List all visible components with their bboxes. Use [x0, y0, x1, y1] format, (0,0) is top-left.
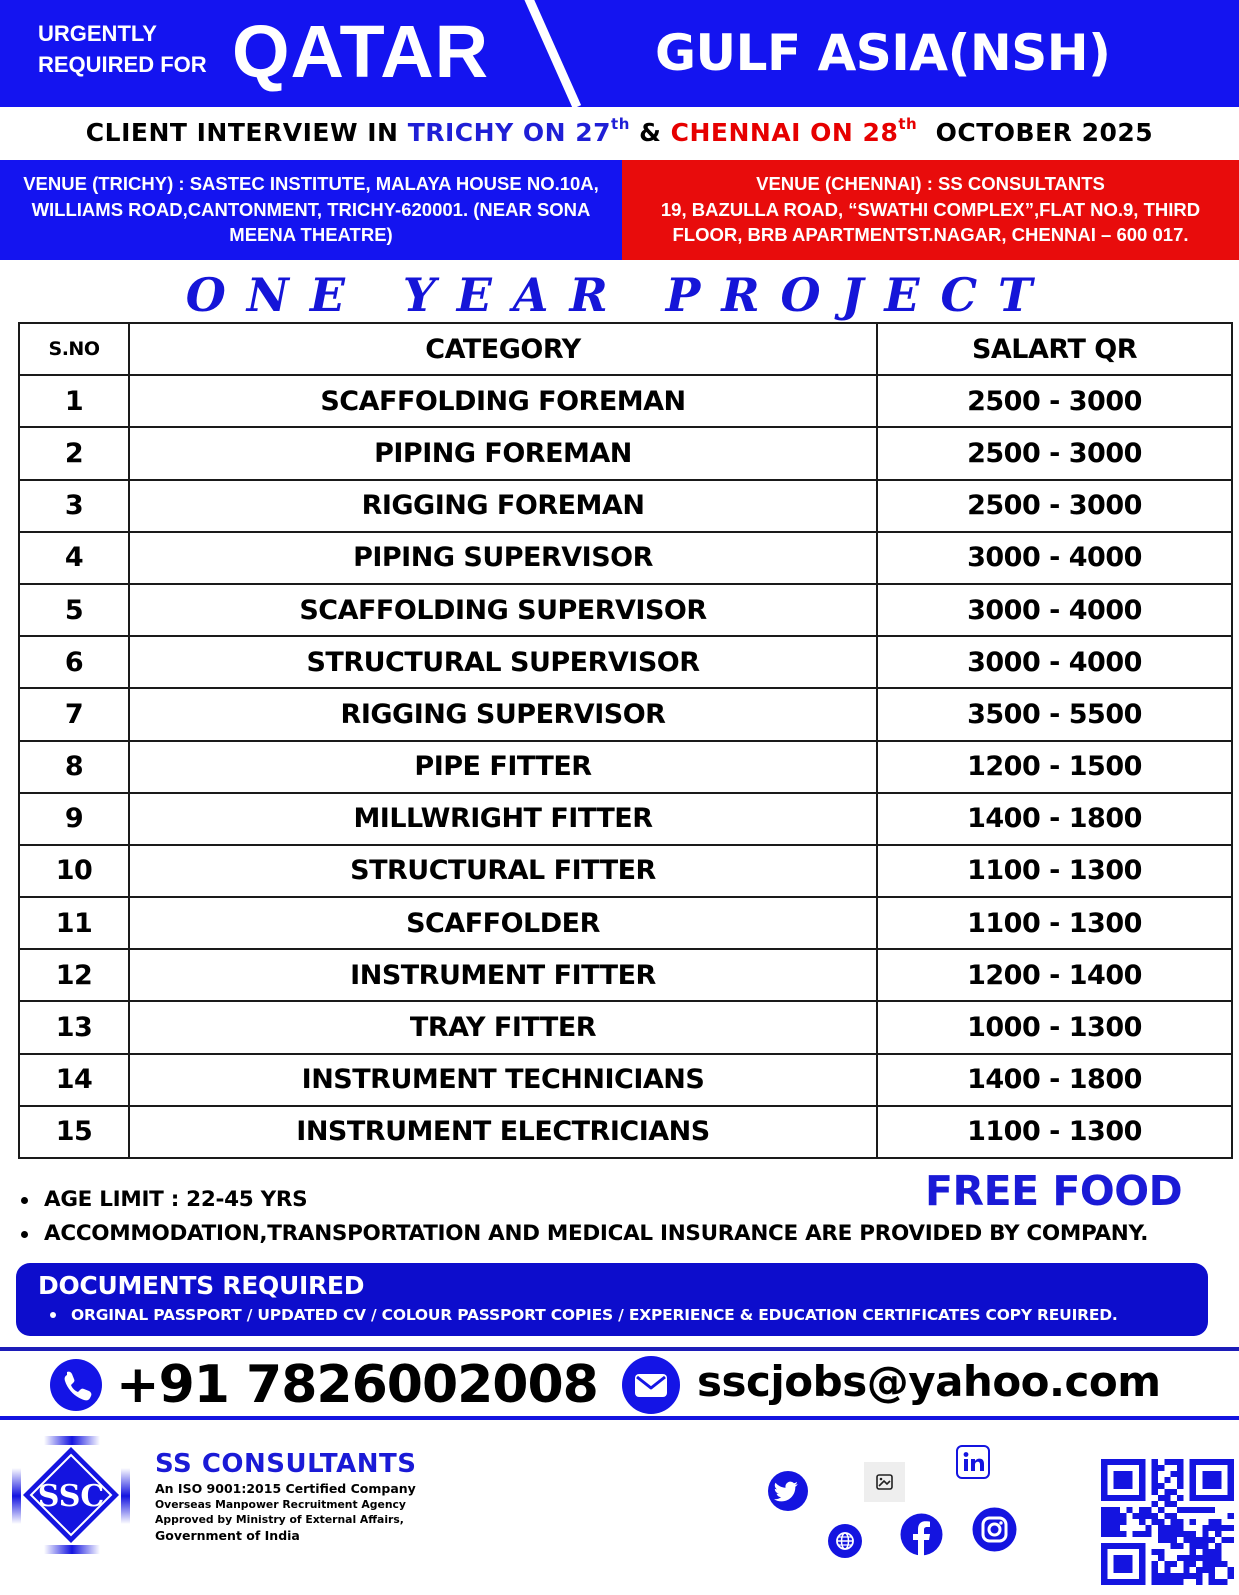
row-sno: 1	[19, 375, 129, 427]
row-salary: 1400 - 1800	[877, 1054, 1232, 1106]
row-category: RIGGING SUPERVISOR	[129, 688, 877, 740]
contact-bar	[0, 1351, 1239, 1416]
documents-title: DOCUMENTS REQUIRED	[38, 1271, 365, 1300]
documents-item	[38, 1303, 1208, 1327]
image-placeholder-icon	[864, 1462, 905, 1506]
row-sno: 9	[19, 793, 129, 845]
instagram-icon[interactable]	[972, 1507, 1017, 1556]
row-category: TRAY FITTER	[129, 1001, 877, 1053]
trichy-date-text: TRICHY ON 27	[407, 118, 612, 147]
table-row	[19, 793, 1232, 845]
row-salary: 3500 - 5500	[877, 688, 1232, 740]
row-salary: 1400 - 1800	[877, 793, 1232, 845]
chennai-date	[670, 115, 918, 147]
urgent-label	[38, 18, 207, 80]
jobs-table	[18, 322, 1233, 1159]
row-salary: 2500 - 3000	[877, 427, 1232, 479]
documents-required-panel	[16, 1263, 1208, 1336]
table-row	[19, 688, 1232, 740]
row-sno: 7	[19, 688, 129, 740]
table-row	[19, 1106, 1232, 1158]
row-sno: 3	[19, 480, 129, 532]
twitter-icon[interactable]	[767, 1470, 809, 1516]
bullet-icon	[21, 1231, 28, 1238]
benefit-text: ACCOMMODATION,TRANSPORTATION AND MEDICAL INSURANCE ARE PROVIDED BY COMPANY.	[44, 1221, 1149, 1246]
benefit-text: AGE LIMIT : 22-45 YRS	[44, 1187, 308, 1212]
row-sno: 15	[19, 1106, 129, 1158]
email-address[interactable]: sscjobs@yahoo.com	[697, 1357, 1161, 1406]
bullet-icon	[50, 1312, 56, 1318]
venue-chennai	[622, 160, 1239, 260]
row-category: PIPING FOREMAN	[129, 427, 877, 479]
envelope-icon	[622, 1356, 680, 1414]
row-sno: 10	[19, 845, 129, 897]
row-category: STRUCTURAL FITTER	[129, 845, 877, 897]
row-salary: 1100 - 1300	[877, 897, 1232, 949]
phone-number[interactable]: +91 7826002008	[116, 1355, 598, 1415]
header-banner	[0, 0, 1239, 107]
venue-chennai-line: FLOOR, BRB APARTMENTST.NAGAR, CHENNAI – 600 017.	[672, 224, 1189, 245]
table-row	[19, 375, 1232, 427]
country-title: QATAR	[232, 10, 490, 93]
phone-icon	[50, 1359, 102, 1411]
chennai-date-suffix: th	[898, 115, 918, 133]
row-salary: 3000 - 4000	[877, 636, 1232, 688]
table-row	[19, 636, 1232, 688]
row-sno: 2	[19, 427, 129, 479]
table-row	[19, 897, 1232, 949]
header-salary: SALART QR	[877, 323, 1232, 375]
venue-chennai-line: VENUE (CHENNAI) : SS CONSULTANTS	[756, 173, 1105, 194]
table-row	[19, 1054, 1232, 1106]
ssc-logo	[8, 1432, 134, 1558]
venue-trichy-line: WILLIAMS ROAD,CANTONMENT, TRICHY-620001. (NEAR SONA	[31, 198, 591, 220]
table-row	[19, 480, 1232, 532]
company-name: SS CONSULTANTS	[155, 1449, 417, 1479]
header-sno: S.NO	[19, 323, 129, 375]
row-salary: 2500 - 3000	[877, 480, 1232, 532]
trichy-date	[407, 115, 630, 147]
row-category: INSTRUMENT FITTER	[129, 949, 877, 1001]
divider	[0, 1416, 1239, 1420]
row-sno: 8	[19, 741, 129, 793]
row-category: INSTRUMENT TECHNICIANS	[129, 1054, 877, 1106]
table-row	[19, 584, 1232, 636]
row-salary: 1000 - 1300	[877, 1001, 1232, 1053]
row-sno: 14	[19, 1054, 129, 1106]
client-title: GULF ASIA(NSH)	[655, 24, 1111, 82]
row-sno: 12	[19, 949, 129, 1001]
venue-trichy-line: MEENA THEATRE)	[229, 224, 393, 245]
table-header-row	[19, 323, 1232, 375]
urgent-line-1: URGENTLY	[38, 21, 157, 46]
interview-schedule	[0, 112, 1239, 154]
row-salary: 1100 - 1300	[877, 845, 1232, 897]
row-category: SCAFFOLDER	[129, 897, 877, 949]
row-category: INSTRUMENT ELECTRICIANS	[129, 1106, 877, 1158]
row-sno: 6	[19, 636, 129, 688]
company-line: Approved by Ministry of External Affairs,	[155, 1513, 404, 1526]
row-sno: 11	[19, 897, 129, 949]
venue-trichy-line: VENUE (TRICHY) : SASTEC INSTITUTE, MALAYA HOUSE NO.10A,	[23, 173, 599, 194]
company-iso: An ISO 9001:2015 Certified Company	[155, 1481, 416, 1496]
row-salary: 3000 - 4000	[877, 584, 1232, 636]
header-divider-slash	[520, 0, 581, 107]
row-salary: 1200 - 1500	[877, 741, 1232, 793]
row-salary: 3000 - 4000	[877, 532, 1232, 584]
logo-text: SSC	[37, 1479, 105, 1514]
urgent-line-2: REQUIRED FOR	[38, 52, 207, 77]
ampersand: &	[629, 118, 671, 147]
table-row	[19, 532, 1232, 584]
company-info	[155, 1448, 416, 1544]
free-food-label: FREE FOOD	[925, 1167, 1183, 1215]
row-salary: 2500 - 3000	[877, 375, 1232, 427]
header-category: CATEGORY	[129, 323, 877, 375]
project-title: ONE YEAR PROJECT	[185, 268, 1054, 322]
interview-month: OCTOBER 2025	[917, 118, 1154, 147]
venue-trichy	[0, 160, 622, 260]
qr-code[interactable]	[1101, 1459, 1234, 1585]
table-row	[19, 427, 1232, 479]
linkedin-icon[interactable]	[956, 1445, 990, 1483]
table-row	[19, 741, 1232, 793]
row-category: SCAFFOLDING SUPERVISOR	[129, 584, 877, 636]
row-sno: 4	[19, 532, 129, 584]
row-salary: 1200 - 1400	[877, 949, 1232, 1001]
table-row	[19, 1001, 1232, 1053]
row-category: PIPE FITTER	[129, 741, 877, 793]
company-line: Government of India	[155, 1528, 300, 1543]
row-sno: 5	[19, 584, 129, 636]
interview-prefix: CLIENT INTERVIEW IN	[85, 118, 408, 147]
row-category: MILLWRIGHT FITTER	[129, 793, 877, 845]
row-sno: 13	[19, 1001, 129, 1053]
trichy-date-suffix: th	[611, 115, 630, 133]
facebook-icon[interactable]	[900, 1513, 943, 1562]
row-salary: 1100 - 1300	[877, 1106, 1232, 1158]
table-row	[19, 845, 1232, 897]
venue-chennai-line: 19, BAZULLA ROAD, “SWATHI COMPLEX”,FLAT NO.9, THIRD	[660, 198, 1201, 220]
documents-item-text: ORGINAL PASSPORT / UPDATED CV / COLOUR PASSPORT COPIES / EXPERIENCE & EDUCATION CERTIFICATES COPY REUIRED.	[71, 1306, 1118, 1324]
company-line: Overseas Manpower Recruitment Agency	[155, 1498, 406, 1511]
website-icon[interactable]	[828, 1524, 862, 1562]
row-category: RIGGING FOREMAN	[129, 480, 877, 532]
row-category: SCAFFOLDING FOREMAN	[129, 375, 877, 427]
row-category: STRUCTURAL SUPERVISOR	[129, 636, 877, 688]
benefit-accommodation	[18, 1217, 1239, 1251]
chennai-date-text: CHENNAI ON 28	[670, 118, 899, 147]
table-row	[19, 949, 1232, 1001]
row-category: PIPING SUPERVISOR	[129, 532, 877, 584]
bullet-icon	[21, 1197, 28, 1204]
